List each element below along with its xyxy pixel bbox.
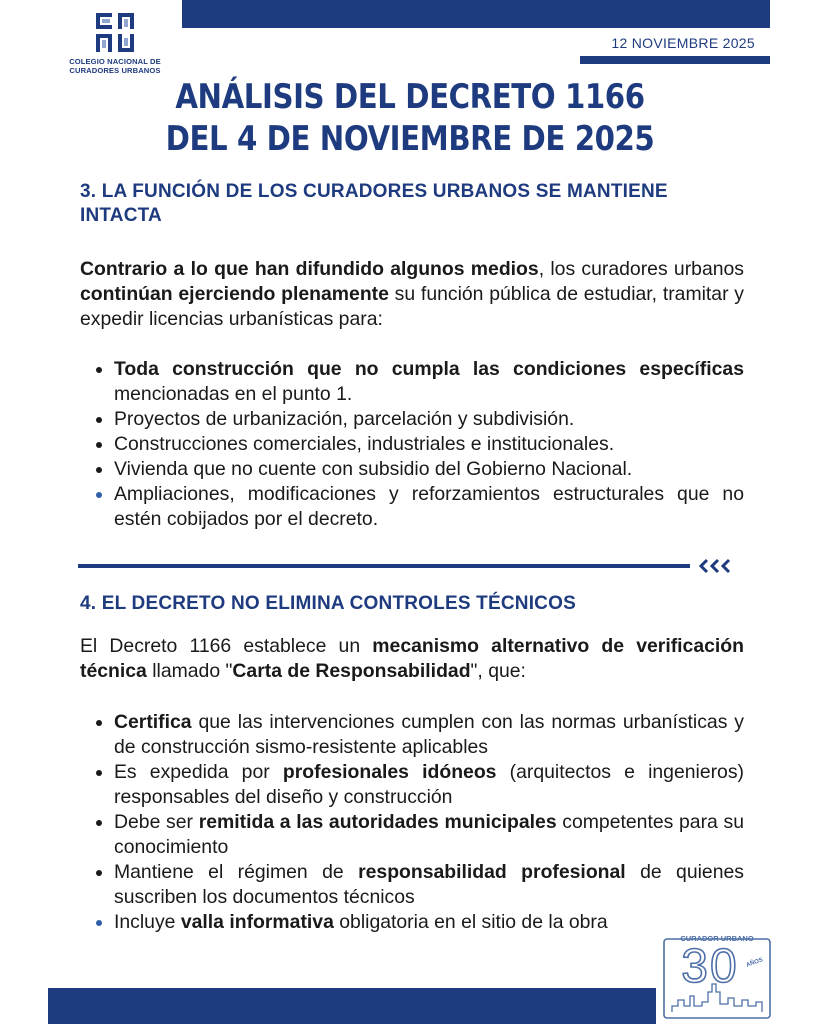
badge-number: 30 <box>681 940 739 993</box>
bottom-banner-bar <box>48 988 656 1024</box>
section-3-list <box>80 357 744 532</box>
publication-date: 12 NOVIEMBRE 2025 <box>611 35 755 51</box>
section-4-list <box>80 710 744 935</box>
curador-urbano-30-badge <box>662 934 772 1020</box>
badge-suffix: AÑOS <box>745 957 764 969</box>
list-item: Construcciones comerciales, industriales e institucionales. <box>80 432 744 457</box>
section-3-intro: Contrario a lo que han difundido algunos medios, los curadores urbanos continúan ejerciendo plenamente su función pública de estudiar, tramitar y expedir licencias urbanísticas para: <box>80 258 744 330</box>
section-3-heading: 3. LA FUNCIÓN DE LOS CURADORES URBANOS SE MANTIENE INTACTA <box>80 181 668 226</box>
intro-bold-1: Contrario a lo que han difundido algunos medios <box>80 258 539 280</box>
top-banner-bar <box>182 0 770 28</box>
title-line-2: DEL 4 DE NOVIEMBRE DE 2025 <box>165 119 655 159</box>
page-title <box>143 76 676 160</box>
list-item: Mantiene el régimen de responsabilidad profesional de quienes suscriben los documentos técnicos <box>80 860 744 910</box>
badge-label: CURADOR URBANO <box>680 934 754 943</box>
list-item: Proyectos de urbanización, parcelación y subdivisión. <box>80 407 744 432</box>
title-line-1: ANÁLISIS DEL DECRETO 1166 <box>175 77 645 117</box>
triple-chevron-left-icon <box>698 558 736 574</box>
logo-text-line1: COLEGIO NACIONAL DE <box>69 57 161 66</box>
list-item: Incluye valla informativa obligatoria en el sitio de la obra <box>80 910 744 935</box>
date-underline-bar <box>580 56 770 64</box>
logo-text-line2: CURADORES URBANOS <box>69 66 161 75</box>
list-item: Certifica que las intervenciones cumplen con las normas urbanísticas y de construcción sismo-resistente aplicables <box>80 710 744 760</box>
section-divider <box>78 564 690 568</box>
list-item: Toda construcción que no cumpla las condiciones específicas mencionadas en el punto 1. <box>80 357 744 407</box>
list-item: Es expedida por profesionales idóneos (arquitectos e ingenieros) responsables del diseño y construcción <box>80 760 744 810</box>
intro-bold-2: continúan ejerciendo plenamente <box>80 283 389 305</box>
section-4-heading: 4. EL DECRETO NO ELIMINA CONTROLES TÉCNICOS <box>80 593 576 614</box>
section-4-intro: El Decreto 1166 establece un mecanismo alternativo de verificación técnica llamado "Carta de Responsabilidad", que: <box>80 635 744 682</box>
colegio-logo <box>52 12 178 84</box>
list-item: Debe ser remitida a las autoridades municipales competentes para su conocimiento <box>80 810 744 860</box>
logo-emblem-icon <box>94 12 136 54</box>
list-item: Ampliaciones, modificaciones y reforzamientos estructurales que no estén cobijados por el decreto. <box>80 482 744 532</box>
list-item: Vivienda que no cuente con subsidio del Gobierno Nacional. <box>80 457 744 482</box>
